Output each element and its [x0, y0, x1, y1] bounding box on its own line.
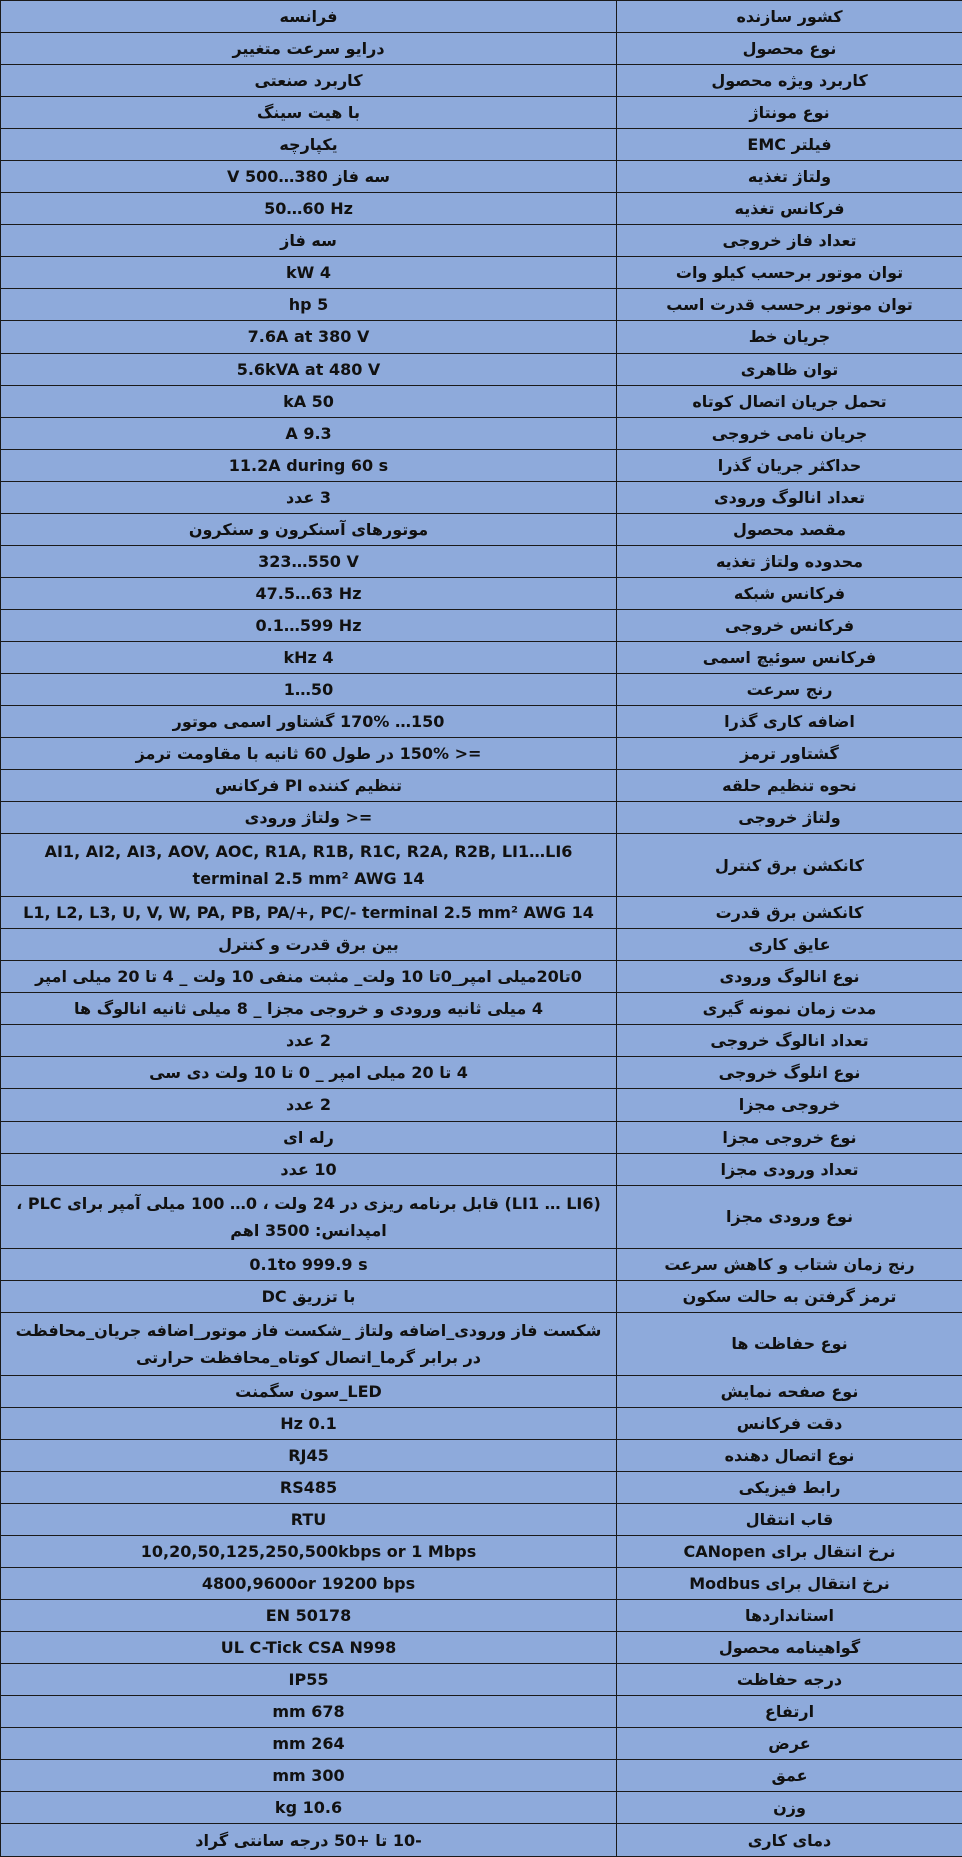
spec-value: 1…50 [1, 673, 617, 705]
spec-value: 4 تا 20 میلی امپر _ 0 تا 10 ولت دی سی [1, 1057, 617, 1089]
spec-value: 10,20,50,125,250,500kbps or 1 Mbps [1, 1535, 617, 1567]
spec-row [1, 1792, 962, 1824]
spec-label: نوع محصول [617, 33, 962, 65]
spec-value: فرانسه [1, 1, 617, 33]
spec-row [1, 1535, 962, 1567]
spec-label: فرکانس شبکه [617, 577, 962, 609]
spec-row [1, 289, 962, 321]
spec-row [1, 641, 962, 673]
spec-value: RJ45 [1, 1439, 617, 1471]
spec-row [1, 1696, 962, 1728]
spec-table-body [1, 1, 962, 1857]
spec-label: ترمز گرفتن به حالت سکون [617, 1280, 962, 1312]
spec-label: خروجی مجزا [617, 1089, 962, 1121]
spec-label: نوع حفاظت ها [617, 1312, 962, 1375]
spec-label: گواهینامه محصول [617, 1632, 962, 1664]
spec-label: اضافه کاری گذرا [617, 706, 962, 738]
spec-row [1, 609, 962, 641]
spec-value: 3 عدد [1, 481, 617, 513]
spec-value: EN 50178 [1, 1599, 617, 1631]
spec-label: عایق کاری [617, 929, 962, 961]
spec-value: رله ای [1, 1121, 617, 1153]
spec-value: 0.1to 999.9 s [1, 1248, 617, 1280]
spec-label: نوع مونتاژ [617, 97, 962, 129]
spec-row [1, 385, 962, 417]
spec-value: 678 mm [1, 1696, 617, 1728]
spec-row [1, 65, 962, 97]
spec-value: موتورهای آسنکرون و سنکرون [1, 513, 617, 545]
spec-row [1, 738, 962, 770]
spec-row [1, 1057, 962, 1089]
spec-row [1, 1471, 962, 1503]
spec-label: استانداردها [617, 1599, 962, 1631]
spec-label: نوع خروجی مجزا [617, 1121, 962, 1153]
spec-value: LED_سون سگمنت [1, 1375, 617, 1407]
spec-row [1, 1121, 962, 1153]
spec-value: 2 عدد [1, 1089, 617, 1121]
spec-row [1, 161, 962, 193]
spec-value: RTU [1, 1503, 617, 1535]
spec-row [1, 257, 962, 289]
spec-label: عمق [617, 1760, 962, 1792]
spec-value: 10.6 kg [1, 1792, 617, 1824]
spec-value: سه فاز 380…500 V [1, 161, 617, 193]
spec-label: درجه حفاظت [617, 1664, 962, 1696]
spec-label: توان ظاهری [617, 353, 962, 385]
spec-value: 300 mm [1, 1760, 617, 1792]
spec-value: 2 عدد [1, 1025, 617, 1057]
spec-label: تعداد فاز خروجی [617, 225, 962, 257]
spec-row [1, 1824, 962, 1857]
spec-row [1, 1599, 962, 1631]
spec-row [1, 577, 962, 609]
spec-row [1, 545, 962, 577]
spec-value: =< 150% در طول 60 ثانیه با مقاومت ترمز [1, 738, 617, 770]
spec-label: توان موتور برحسب قدرت اسب [617, 289, 962, 321]
spec-label: ولتاژ خروجی [617, 802, 962, 834]
spec-label: نرخ انتقال برای CANopen [617, 1535, 962, 1567]
spec-label: ولتاژ تغذیه [617, 161, 962, 193]
spec-label: محدوده ولتاژ تغذیه [617, 545, 962, 577]
spec-row [1, 1, 962, 33]
spec-value: 47.5…63 Hz [1, 577, 617, 609]
spec-value: AI1, AI2, AI3, AOV, AOC, R1A, R1B, R1C, R2A, R2B, LI1…LI6 terminal 2.5 mm² AWG 14 [1, 834, 617, 897]
spec-row [1, 1185, 962, 1248]
spec-label: نوع انالوگ ورودی [617, 961, 962, 993]
spec-row [1, 33, 962, 65]
spec-row [1, 1760, 962, 1792]
spec-label: کاربرد ویژه محصول [617, 65, 962, 97]
spec-label: تعداد انالوگ ورودی [617, 481, 962, 513]
spec-row [1, 673, 962, 705]
spec-label: مقصد محصول [617, 513, 962, 545]
spec-row [1, 1664, 962, 1696]
spec-label: ارتفاع [617, 1696, 962, 1728]
spec-label: عرض [617, 1728, 962, 1760]
spec-row [1, 1248, 962, 1280]
spec-value: سه فاز [1, 225, 617, 257]
spec-label: نوع صفحه نمایش [617, 1375, 962, 1407]
spec-label: نوع ورودی مجزا [617, 1185, 962, 1248]
spec-value: RS485 [1, 1471, 617, 1503]
spec-value: شکست فاز ورودی_اضافه ولتاژ _شکست فاز موتور_اضافه جریان_محافظت در برابر گرما_اتصال کوتاه_محافظت حرارتی [1, 1312, 617, 1375]
spec-value: تنظیم کننده PI فرکانس [1, 770, 617, 802]
spec-value: 7.6A at 380 V [1, 321, 617, 353]
spec-value: با هیت سینگ [1, 97, 617, 129]
spec-value: 4 میلی ثانیه ورودی و خروجی مجزا _ 8 میلی ثانیه انالوگ ها [1, 993, 617, 1025]
spec-row [1, 1089, 962, 1121]
spec-value: L1, L2, L3, U, V, W, PA, PB, PA/+, PC/- terminal 2.5 mm² AWG 14 [1, 897, 617, 929]
spec-value: با تزریق DC [1, 1280, 617, 1312]
spec-row [1, 481, 962, 513]
spec-label: حداکثر جریان گذرا [617, 449, 962, 481]
spec-row [1, 1728, 962, 1760]
spec-label: وزن [617, 1792, 962, 1824]
spec-label: دمای کاری [617, 1824, 962, 1857]
spec-label: توان موتور برحسب کیلو وات [617, 257, 962, 289]
spec-label: تعداد انالوگ خروجی [617, 1025, 962, 1057]
spec-value: 0.1…599 Hz [1, 609, 617, 641]
spec-value: 264 mm [1, 1728, 617, 1760]
spec-value: بین برق قدرت و کنترل [1, 929, 617, 961]
spec-label: دقت فرکانس [617, 1407, 962, 1439]
spec-row [1, 225, 962, 257]
spec-row [1, 321, 962, 353]
spec-value: 50 kA [1, 385, 617, 417]
spec-row [1, 1375, 962, 1407]
spec-label: نوع انلوگ خروجی [617, 1057, 962, 1089]
spec-value: IP55 [1, 1664, 617, 1696]
spec-value: 0.1 Hz [1, 1407, 617, 1439]
spec-value: 323…550 V [1, 545, 617, 577]
spec-label: رنج سرعت [617, 673, 962, 705]
spec-value: 50…60 Hz [1, 193, 617, 225]
spec-row [1, 1407, 962, 1439]
spec-label: نوع اتصال دهنده [617, 1439, 962, 1471]
spec-value: 4 kW [1, 257, 617, 289]
spec-row [1, 1439, 962, 1471]
spec-value: UL C-Tick CSA N998 [1, 1632, 617, 1664]
spec-row [1, 513, 962, 545]
spec-row [1, 1280, 962, 1312]
spec-label: رنج زمان شتاب و کاهش سرعت [617, 1248, 962, 1280]
spec-label: فرکانس تغذیه [617, 193, 962, 225]
spec-value: 9.3 A [1, 417, 617, 449]
spec-label: فیلتر EMC [617, 129, 962, 161]
spec-value: =< ولتاژ ورودی [1, 802, 617, 834]
spec-value: یکپارچه [1, 129, 617, 161]
spec-row [1, 961, 962, 993]
spec-row [1, 1503, 962, 1535]
spec-label: نرخ انتقال برای Modbus [617, 1567, 962, 1599]
spec-value: 4 kHz [1, 641, 617, 673]
spec-row [1, 1025, 962, 1057]
spec-label: کانکشن برق کنترل [617, 834, 962, 897]
spec-row [1, 802, 962, 834]
spec-row [1, 97, 962, 129]
spec-label: فرکانس سوئیچ اسمی [617, 641, 962, 673]
spec-row [1, 449, 962, 481]
spec-value: 5.6kVA at 480 V [1, 353, 617, 385]
spec-row [1, 1153, 962, 1185]
spec-value: 150… 170% گشتاور اسمی موتور [1, 706, 617, 738]
spec-row [1, 706, 962, 738]
spec-value: 11.2A during 60 s [1, 449, 617, 481]
spec-value: کاربرد صنعتی [1, 65, 617, 97]
spec-value: درایو سرعت متغییر [1, 33, 617, 65]
spec-row [1, 417, 962, 449]
spec-row [1, 929, 962, 961]
spec-row [1, 193, 962, 225]
spec-row [1, 1632, 962, 1664]
spec-row [1, 834, 962, 897]
spec-row [1, 129, 962, 161]
spec-label: کشور سازنده [617, 1, 962, 33]
spec-label: مدت زمان نمونه گیری [617, 993, 962, 1025]
spec-row [1, 993, 962, 1025]
spec-label: قاب انتقال [617, 1503, 962, 1535]
spec-label: تحمل جریان اتصال کوتاه [617, 385, 962, 417]
spec-row [1, 1312, 962, 1375]
spec-row [1, 1567, 962, 1599]
spec-value: -10 تا +50 درجه سانتی گراد [1, 1824, 617, 1857]
spec-value: 0تا20میلی امپر_0تا 10 ولت_ مثبت منفی 10 ولت _ 4 تا 20 میلی امپر [1, 961, 617, 993]
spec-label: نحوه تنظیم حلقه [617, 770, 962, 802]
spec-label: جریان نامی خروجی [617, 417, 962, 449]
spec-row [1, 353, 962, 385]
spec-value: 10 عدد [1, 1153, 617, 1185]
spec-value: 4800,9600or 19200 bps [1, 1567, 617, 1599]
spec-label: فرکانس خروجی [617, 609, 962, 641]
spec-value: (LI1 … LI6) قابل برنامه ریزی در 24 ولت ، 0… 100 میلی آمپر برای PLC ، امپدانس: 3500 اهم [1, 1185, 617, 1248]
spec-label: جریان خط [617, 321, 962, 353]
spec-label: رابط فیزیکی [617, 1471, 962, 1503]
spec-row [1, 770, 962, 802]
spec-label: کانکشن برق قدرت [617, 897, 962, 929]
spec-row [1, 897, 962, 929]
spec-label: گشتاور ترمز [617, 738, 962, 770]
spec-label: تعداد ورودی مجزا [617, 1153, 962, 1185]
spec-value: 5 hp [1, 289, 617, 321]
